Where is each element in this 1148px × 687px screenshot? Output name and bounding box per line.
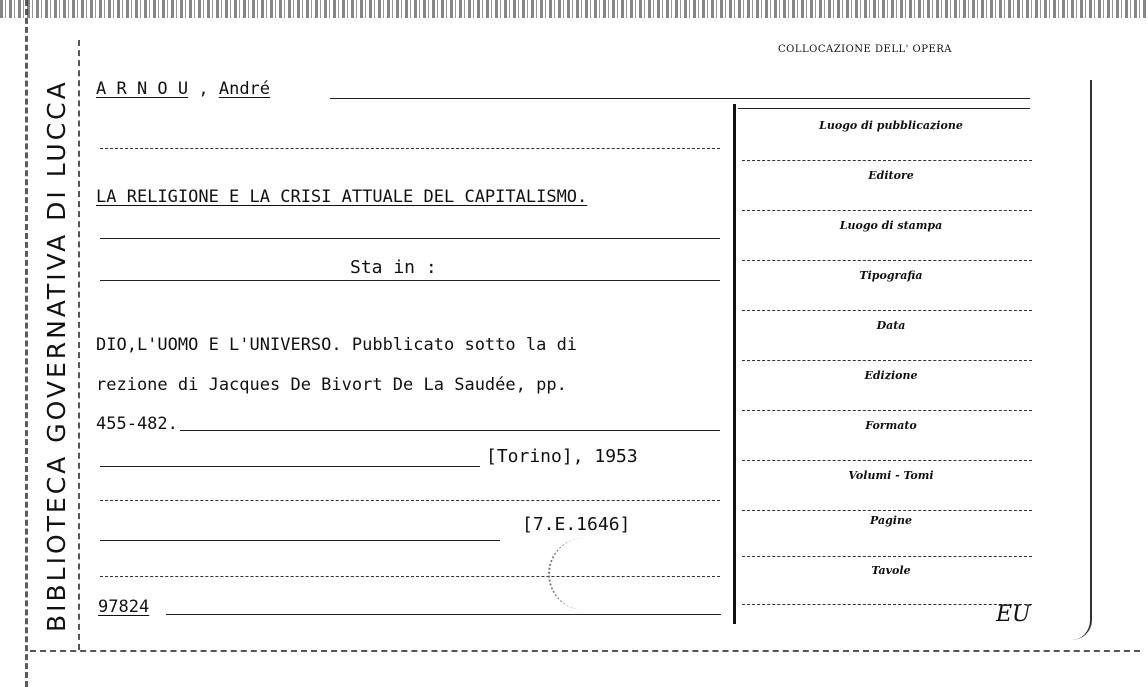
shelfmark: [7.E.1646] <box>522 514 631 535</box>
panel-rule <box>742 460 1032 461</box>
field-data: Data <box>876 319 906 332</box>
field-edizione: Edizione <box>864 369 918 382</box>
author-separator: , <box>188 79 219 99</box>
inventory-number: 97824 <box>98 597 150 617</box>
rule-line <box>100 148 720 149</box>
rule-line <box>330 98 1030 99</box>
collocazione-label: COLLOCAZIONE DELL' OPERA <box>778 44 953 55</box>
rule-line <box>166 614 721 615</box>
field-formato: Formato <box>865 419 917 432</box>
source-line-2: rezione di Jacques De Bivort De La Saudée, pp. <box>96 375 567 395</box>
place-year: [Torino], 1953 <box>486 446 638 467</box>
rule-line <box>100 500 720 501</box>
bottom-edge-line <box>30 650 1140 652</box>
faded-stamp <box>548 538 610 610</box>
top-edge-band <box>0 0 1148 18</box>
field-luogo-pubblicazione: Luogo di pubblicazione <box>819 119 963 132</box>
handwritten-initials: EU <box>996 602 1031 627</box>
source-line-1: DIO,L'UOMO E L'UNIVERSO. Pubblicato sotto la di <box>96 335 578 355</box>
field-editore: Editore <box>868 169 914 182</box>
work-title: LA RELIGIONE E LA CRISI ATTUALE DEL CAPITALISMO. <box>96 187 588 207</box>
field-luogo-stampa: Luogo di stampa <box>839 219 943 232</box>
card-edge-curve <box>1060 80 1092 640</box>
panel-rule <box>742 260 1032 261</box>
source-line-3: 455-482. <box>96 414 178 434</box>
panel-rule <box>742 210 1032 211</box>
panel-rule <box>742 410 1032 411</box>
rule-line <box>100 280 720 281</box>
rule-line <box>100 466 480 467</box>
panel-rule <box>742 604 1032 605</box>
panel-rule <box>738 108 1030 109</box>
panel-rule <box>742 310 1032 311</box>
panel-rule <box>742 556 1032 557</box>
sta-in-label: Sta in : <box>350 257 437 278</box>
author-surname: A R N O U <box>96 79 189 99</box>
left-margin-line <box>78 40 80 650</box>
rule-line <box>180 430 720 431</box>
field-volumi-tomi: Volumi - Tomi <box>848 469 934 482</box>
author-line <box>96 79 270 99</box>
library-side-label: BIBLIOTECA GOVERNATIVA DI LUCCA <box>42 79 71 632</box>
rule-line <box>100 540 500 541</box>
rule-line <box>100 576 720 577</box>
field-tavole: Tavole <box>871 564 911 577</box>
rule-line <box>100 238 720 239</box>
panel-rule <box>742 160 1032 161</box>
panel-rule <box>742 360 1032 361</box>
field-pagine: Pagine <box>870 514 912 527</box>
panel-rule <box>742 510 1032 511</box>
author-given-name: André <box>218 79 271 99</box>
side-margin <box>0 0 28 687</box>
field-tipografia: Tipografia <box>859 269 923 282</box>
publication-fields-panel <box>733 104 1036 624</box>
